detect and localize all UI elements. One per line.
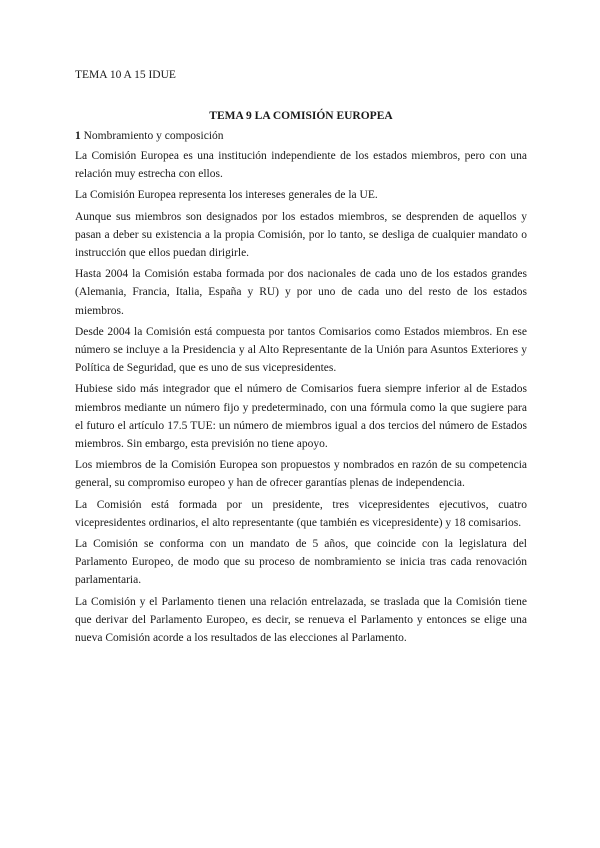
paragraph: La Comisión Europea es una institución independiente de los estados miembros, pero con una relación muy estrecha con ellos. bbox=[75, 150, 527, 181]
section-heading bbox=[75, 127, 527, 145]
document-title: TEMA 9 LA COMISIÓN EUROPEA bbox=[209, 110, 393, 122]
paragraph: La Comisión y el Parlamento tienen una relación entrelazada, se traslada que la Comisión tiene que derivar del Parlamento Europeo, es decir, se renueva el Parlamento y entonces se elige una nueva Comisión acorde a los resultados de las elecciones al Parlamento. bbox=[75, 595, 527, 645]
paragraph: La Comisión está formada por un presidente, tres vicepresidentes ejecutivos, cuatro vicepresidentes ordinarios, el alto representante (que también es vicepresidente) y 18 comisarios. bbox=[75, 498, 527, 529]
section-label: Nombramiento y composición bbox=[80, 130, 224, 142]
paragraph: Aunque sus miembros son designados por los estados miembros, se desprenden de aquellos y pasan a deber su existencia a la propia Comisión, por lo tanto, se desliga de cualquier mandato o instrucción que ellos puedan dirigirle. bbox=[75, 210, 527, 260]
paragraph: Hubiese sido más integrador que el número de Comisarios fuera siempre inferior al de Estados miembros mediante un número fijo y predeterminado, con una fórmula como la que sugiere para el futuro el artículo 17.5 TUE: un número de miembros igual a dos tercios del número de Estados miembros. Sin embargo, esta previsión no tiene apoyo. bbox=[75, 383, 527, 451]
paragraph: Hasta 2004 la Comisión estaba formada por dos nacionales de cada uno de los estados grandes (Alemania, Francia, Italia, España y RU) y por uno de cada uno del resto de los estados miembros. bbox=[75, 268, 527, 317]
paragraph: La Comisión Europea representa los intereses generales de la UE. bbox=[75, 189, 378, 202]
paragraph: La Comisión se conforma con un mandato de 5 años, que coincide con la legislatura del Parlamento Europeo, de modo que su proceso de nombramiento se inicia tras cada renovación parlamentaria. bbox=[75, 538, 527, 587]
document-page bbox=[75, 66, 527, 650]
paragraph: Desde 2004 la Comisión está compuesta por tantos Comisarios como Estados miembros. En ese número se incluye a la Presidencia y al Alto Representante de la Unión para Asuntos Exteriores y Política de Seguridad, que es uno de sus vicepresidentes. bbox=[75, 325, 527, 375]
section-number: 1 bbox=[75, 130, 81, 142]
paragraph: Los miembros de la Comisión Europea son propuestos y nombrados en razón de su competencia general, su compromiso europeo y han de ofrecer garantías plenas de independencia. bbox=[75, 459, 527, 490]
document-header: TEMA 10 A 15 IDUE bbox=[75, 69, 176, 81]
